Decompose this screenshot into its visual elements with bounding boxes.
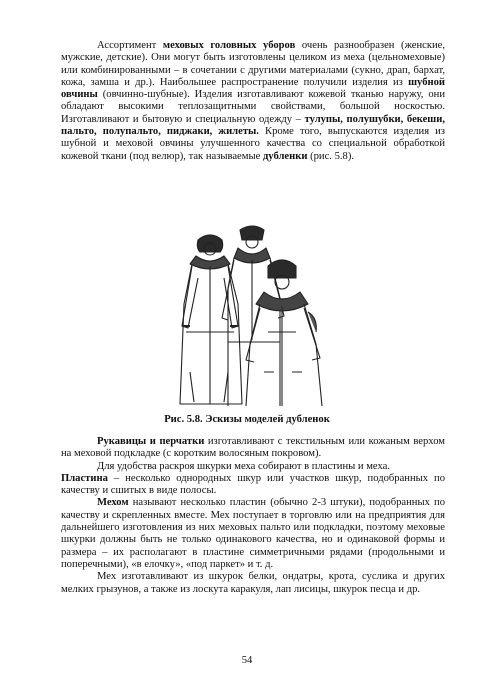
term-mittens-gloves: Рукавицы и перчатки bbox=[97, 436, 205, 447]
figure-caption: Рис. 5.8. Эскизы моделей дубленок bbox=[164, 414, 330, 425]
page-number: 54 bbox=[241, 655, 253, 666]
paragraph-fur bbox=[61, 497, 445, 571]
text-run: называют несколько пластин (обычно 2-3 штуки), подобранных по качеству и скрепленных вместе. Мех поступает в торговлю или на предприятия для дальнейшего изготовления из них меховых пальто или подкладки, поэтому меховые шкурки должны быть не только одинакового качества, но и одинаковой формы и размера – их располагают в пластине симметричными рядами (продольными и поперечными), «в елочку», «под паркет» и т. д. bbox=[61, 497, 445, 570]
term-dublenki: дубленки bbox=[262, 150, 308, 162]
paragraph-fur-sources: Мех изготавливают из шкурок белки, ондатры, крота, суслика и других мелких грызунов, а также из лоскута каракуля, лап лисицы, шкурок песца и др. bbox=[61, 571, 445, 595]
paragraph-plate bbox=[61, 473, 445, 498]
text-run: (рис. 5.8). bbox=[307, 150, 355, 162]
term-plastina: Пластина bbox=[61, 472, 108, 484]
sheepskin-coats-illustration bbox=[168, 222, 348, 408]
right-coat-figure bbox=[246, 260, 322, 406]
text-run: Кроме того, выпускаются изделия из шубной и меховой овчины улучшенного качества со специальной обработкой кожевой ткани (под велюр), так называемые bbox=[61, 126, 445, 162]
term-sheepskin: шубной овчины bbox=[61, 76, 445, 101]
lower-text-block bbox=[61, 436, 445, 596]
paragraph-headwear bbox=[61, 40, 445, 163]
paragraph-mittens bbox=[61, 436, 445, 461]
middle-coat-figure bbox=[222, 226, 284, 406]
text-run: Ассортимент bbox=[97, 40, 163, 51]
text-run: изготавливают с текстильным или кожаным верхом на меховой подкладке (с коротким волосяным покровом). bbox=[61, 436, 445, 460]
text-run: – несколько однородных шкур или участков шкур, подобранных по качеству и сшитых в виде полосы. bbox=[61, 472, 445, 497]
left-coat-figure bbox=[180, 235, 242, 404]
text-run: очень разнообразен (женские, мужские, детские). Они могут быть изготовлены целиком из меха (цельномеховые) или комбинированными – в сочетании с другими материалами (сукно, драп, бархат, кожа, замша и др.). Наибольшее распространение получили изделия из bbox=[61, 40, 445, 88]
term-fur-hats: меховых головных уборов bbox=[162, 40, 296, 51]
term-mekh: Мехом bbox=[97, 497, 129, 509]
text-run: (овчинно-шубные). Изделия изготавливают кожевой тканью наружу, они обладают высокими теплозащитными свойствами, большой носкостью. Изготавливают и бытовую и специальную одежду – bbox=[61, 89, 445, 125]
paragraph-cutting: Для удобства раскроя шкурки меха собирают в пластины и меха. bbox=[97, 460, 390, 472]
term-garments: тулупы, полушубки, бекеши, пальто, полупальто, пиджаки, жилеты. bbox=[61, 113, 446, 138]
